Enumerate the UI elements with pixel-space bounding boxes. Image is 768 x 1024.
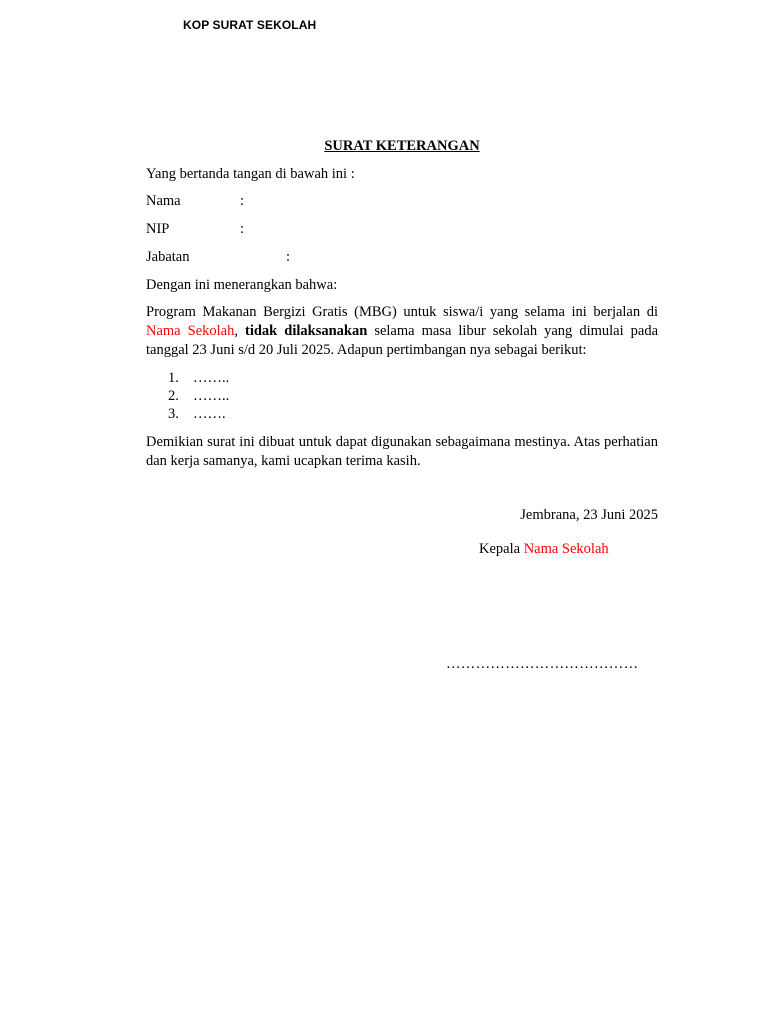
field-colon-nip: : <box>240 221 245 237</box>
body-comma: , <box>234 323 246 339</box>
list-text: …….. <box>193 370 230 386</box>
field-label-nama: Nama <box>146 193 181 209</box>
field-label-jabatan: Jabatan <box>146 249 190 265</box>
body-emphasis: tidak dilaksanakan <box>245 323 368 339</box>
signatory-prefix: Kepala <box>479 541 524 557</box>
considerations-list <box>168 369 229 423</box>
list-number: 1. <box>168 370 179 386</box>
list-item <box>168 405 229 423</box>
list-number: 2. <box>168 388 179 404</box>
field-colon-jabatan: : <box>286 249 291 265</box>
field-jabatan <box>146 249 290 266</box>
statement-line: Dengan ini menerangkan bahwa: <box>146 277 338 293</box>
list-text: ……. <box>193 406 226 422</box>
intro-line: Yang bertanda tangan di bawah ini : <box>146 166 355 182</box>
field-label-nip: NIP <box>146 221 170 237</box>
field-nama <box>146 193 244 210</box>
body-paragraph <box>146 303 658 360</box>
list-number: 3. <box>168 406 179 422</box>
signatory-school-name: Nama Sekolah <box>523 541 609 557</box>
letterhead: KOP SURAT SEKOLAH <box>183 18 317 32</box>
body-text-part1: Program Makanan Bergizi Gratis (MBG) untuk siswa/i yang selama ini berjalan di <box>146 304 658 320</box>
school-name-highlight: Nama Sekolah <box>146 323 235 339</box>
list-item <box>168 387 229 405</box>
list-item <box>168 369 229 387</box>
signatory-title <box>479 541 609 558</box>
field-nip <box>146 221 244 238</box>
field-colon-nama: : <box>240 193 245 209</box>
body-text-part2: selama masa libur sekolah yang dimulai pada tanggal 23 Juni s/d 20 Juli 2025. Adapun pertimbangan nya sebagai berikut: <box>146 323 659 358</box>
signature-line: ………………………………… <box>446 656 639 672</box>
list-text: …….. <box>193 388 230 404</box>
document-title: SURAT KETERANGAN <box>324 138 480 154</box>
closing-paragraph: Demikian surat ini dibuat untuk dapat digunakan sebagaimana mestinya. Atas perhatian dan kerja samanya, kami ucapkan terima kasih. <box>146 434 658 469</box>
place-date: Jembrana, 23 Juni 2025 <box>520 507 658 523</box>
